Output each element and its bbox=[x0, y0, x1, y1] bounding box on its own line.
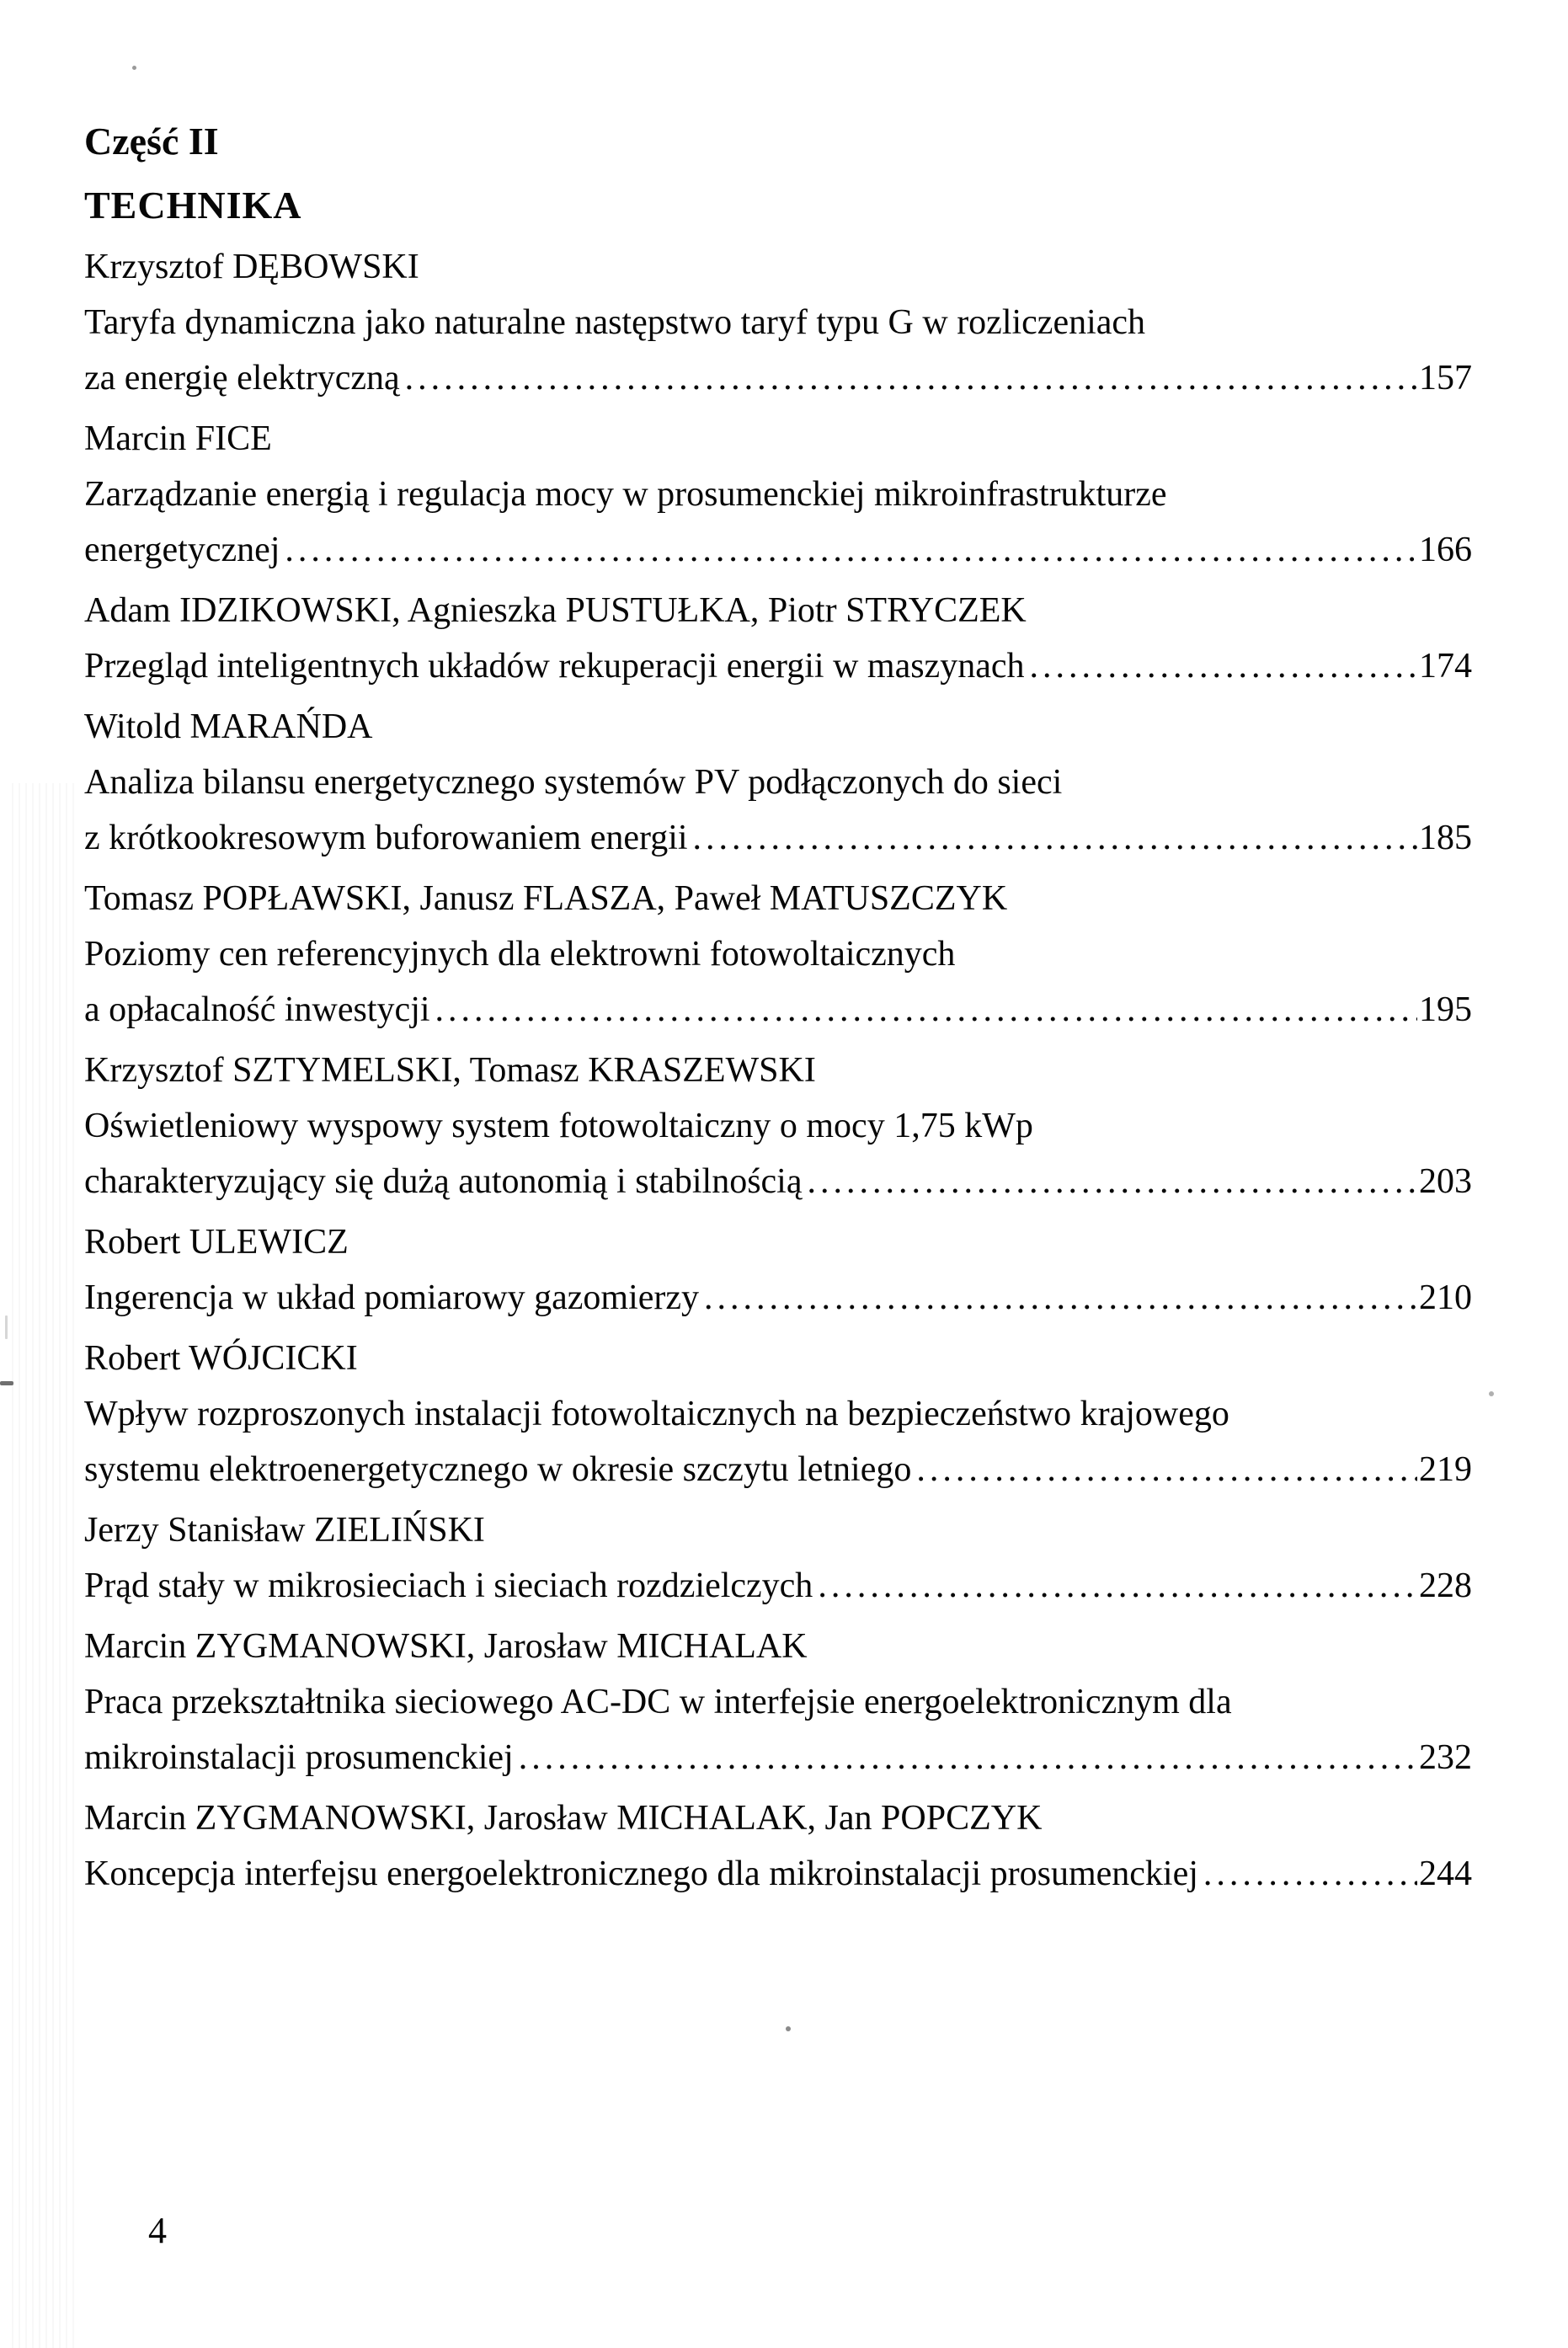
entry-last-line bbox=[84, 1154, 1472, 1209]
toc-entry-list bbox=[84, 239, 1472, 1902]
toc-entry bbox=[84, 411, 1472, 578]
entry-authors: Tomasz POPŁAWSKI, Janusz FLASZA, Paweł MATUSZCZYK bbox=[84, 879, 1008, 918]
entry-page-number: 244 bbox=[1419, 1854, 1472, 1893]
entry-title-lines bbox=[84, 467, 1472, 522]
entry-last-line bbox=[84, 1558, 1472, 1614]
entry-last-line-text: a opłacalność inwestycji bbox=[84, 990, 430, 1029]
entry-page-number: 219 bbox=[1419, 1450, 1472, 1489]
entry-title-line: Praca przekształtnika sieciowego AC-DC w interfejsie energoelektronicznym dla bbox=[84, 1683, 1232, 1721]
scan-speck bbox=[132, 66, 136, 70]
entry-last-line-text: Ingerencja w układ pomiarowy gazomierzy bbox=[84, 1278, 700, 1317]
section-heading: TECHNIKA bbox=[84, 184, 302, 227]
toc-entry bbox=[84, 1619, 1472, 1785]
toc-entry bbox=[84, 239, 1472, 406]
entry-last-line bbox=[84, 1442, 1472, 1497]
dot-leader bbox=[704, 1270, 1417, 1326]
page-number: 4 bbox=[148, 2210, 167, 2251]
toc-entry bbox=[84, 1502, 1472, 1614]
entry-page-number: 203 bbox=[1419, 1162, 1472, 1201]
entry-page-number: 185 bbox=[1419, 819, 1472, 857]
entry-title-line: Zarządzanie energią i regulacja mocy w prosumenckiej mikroinfrastrukturze bbox=[84, 475, 1167, 514]
toc-entry bbox=[84, 583, 1472, 694]
entry-page-number: 210 bbox=[1419, 1278, 1472, 1317]
entry-last-line-text: systemu elektroenergetycznego w okresie szczytu letniego bbox=[84, 1450, 912, 1489]
entry-title-lines bbox=[84, 1098, 1472, 1154]
entry-last-line bbox=[84, 1846, 1472, 1902]
entry-page-number: 228 bbox=[1419, 1566, 1472, 1605]
toc-entry bbox=[84, 1331, 1472, 1497]
entry-last-line-text: charakteryzujący się dużą autonomią i stabilnością bbox=[84, 1162, 803, 1201]
entry-title-lines bbox=[84, 926, 1472, 982]
entry-authors: Marcin ZYGMANOWSKI, Jarosław MICHALAK, Jan POPCZYK bbox=[84, 1799, 1043, 1838]
entry-last-line bbox=[84, 638, 1472, 694]
entry-last-line-text: energetycznej bbox=[84, 531, 280, 569]
entry-page-number: 195 bbox=[1419, 990, 1472, 1029]
entry-title-line: Analiza bilansu energetycznego systemów PV podłączonych do sieci bbox=[84, 763, 1063, 802]
part-heading: Część II bbox=[84, 120, 219, 163]
entry-authors: Robert WÓJCICKI bbox=[84, 1339, 358, 1378]
scan-dash-artifact bbox=[0, 1381, 13, 1385]
entry-title-lines bbox=[84, 1674, 1472, 1730]
entry-title-line: Taryfa dynamiczna jako naturalne następstwo taryf typu G w rozliczeniach bbox=[84, 303, 1146, 342]
dot-leader bbox=[808, 1154, 1418, 1209]
entry-last-line bbox=[84, 1730, 1472, 1785]
entry-last-line bbox=[84, 1270, 1472, 1326]
entry-title-line: Oświetleniowy wyspowy system fotowoltaiczny o mocy 1,75 kWp bbox=[84, 1107, 1033, 1145]
entry-authors: Witold MARAŃDA bbox=[84, 707, 373, 746]
entry-last-line-text: Przegląd inteligentnych układów rekuperacji energii w maszynach bbox=[84, 647, 1025, 686]
dot-leader bbox=[693, 810, 1417, 866]
entry-authors: Marcin ZYGMANOWSKI, Jarosław MICHALAK bbox=[84, 1627, 808, 1666]
scan-speck bbox=[5, 1315, 8, 1339]
entry-last-line bbox=[84, 982, 1472, 1038]
scan-speck bbox=[786, 2026, 791, 2031]
entry-last-line bbox=[84, 350, 1472, 406]
entry-title-lines bbox=[84, 1386, 1472, 1442]
dot-leader bbox=[916, 1442, 1417, 1497]
entry-title-line: Wpływ rozproszonych instalacji fotowoltaicznych na bezpieczeństwo krajowego bbox=[84, 1395, 1229, 1433]
entry-page-number: 166 bbox=[1419, 531, 1472, 569]
dot-leader bbox=[405, 350, 1417, 406]
entry-last-line-text: za energię elektryczną bbox=[84, 359, 400, 398]
toc-entry bbox=[84, 1790, 1472, 1902]
entry-title-lines bbox=[84, 295, 1472, 350]
entry-title-lines bbox=[84, 755, 1472, 810]
scan-gutter-shadow bbox=[12, 783, 74, 2348]
toc-entry bbox=[84, 871, 1472, 1038]
entry-authors: Robert ULEWICZ bbox=[84, 1223, 349, 1262]
toc-entry bbox=[84, 1214, 1472, 1326]
entry-authors: Marcin FICE bbox=[84, 419, 272, 458]
entry-last-line-text: mikroinstalacji prosumenckiej bbox=[84, 1738, 514, 1777]
dot-leader bbox=[285, 522, 1417, 578]
dot-leader bbox=[1203, 1846, 1417, 1902]
entry-authors: Krzysztof DĘBOWSKI bbox=[84, 248, 419, 286]
toc-entry bbox=[84, 699, 1472, 866]
entry-authors: Jerzy Stanisław ZIELIŃSKI bbox=[84, 1511, 485, 1550]
entry-last-line-text: Prąd stały w mikrosieciach i sieciach rozdzielczych bbox=[84, 1566, 813, 1605]
entry-title-line: Poziomy cen referencyjnych dla elektrowni fotowoltaicznych bbox=[84, 935, 956, 974]
dot-leader bbox=[1030, 638, 1418, 694]
entry-last-line bbox=[84, 810, 1472, 866]
scan-speck bbox=[1489, 1391, 1494, 1396]
entry-authors: Adam IDZIKOWSKI, Agnieszka PUSTUŁKA, Piotr STRYCZEK bbox=[84, 591, 1027, 630]
toc-entry bbox=[84, 1043, 1472, 1209]
entry-page-number: 174 bbox=[1419, 647, 1472, 686]
entry-page-number: 157 bbox=[1419, 359, 1472, 398]
entry-last-line-text: Koncepcja interfejsu energoelektronicznego dla mikroinstalacji prosumenckiej bbox=[84, 1854, 1198, 1893]
dot-leader bbox=[818, 1558, 1417, 1614]
dot-leader bbox=[435, 982, 1417, 1038]
toc-content bbox=[84, 116, 1472, 1907]
entry-last-line bbox=[84, 522, 1472, 578]
entry-authors: Krzysztof SZTYMELSKI, Tomasz KRASZEWSKI bbox=[84, 1051, 816, 1090]
entry-last-line-text: z krótkookresowym buforowaniem energii bbox=[84, 819, 688, 857]
dot-leader bbox=[519, 1730, 1417, 1785]
entry-page-number: 232 bbox=[1419, 1738, 1472, 1777]
